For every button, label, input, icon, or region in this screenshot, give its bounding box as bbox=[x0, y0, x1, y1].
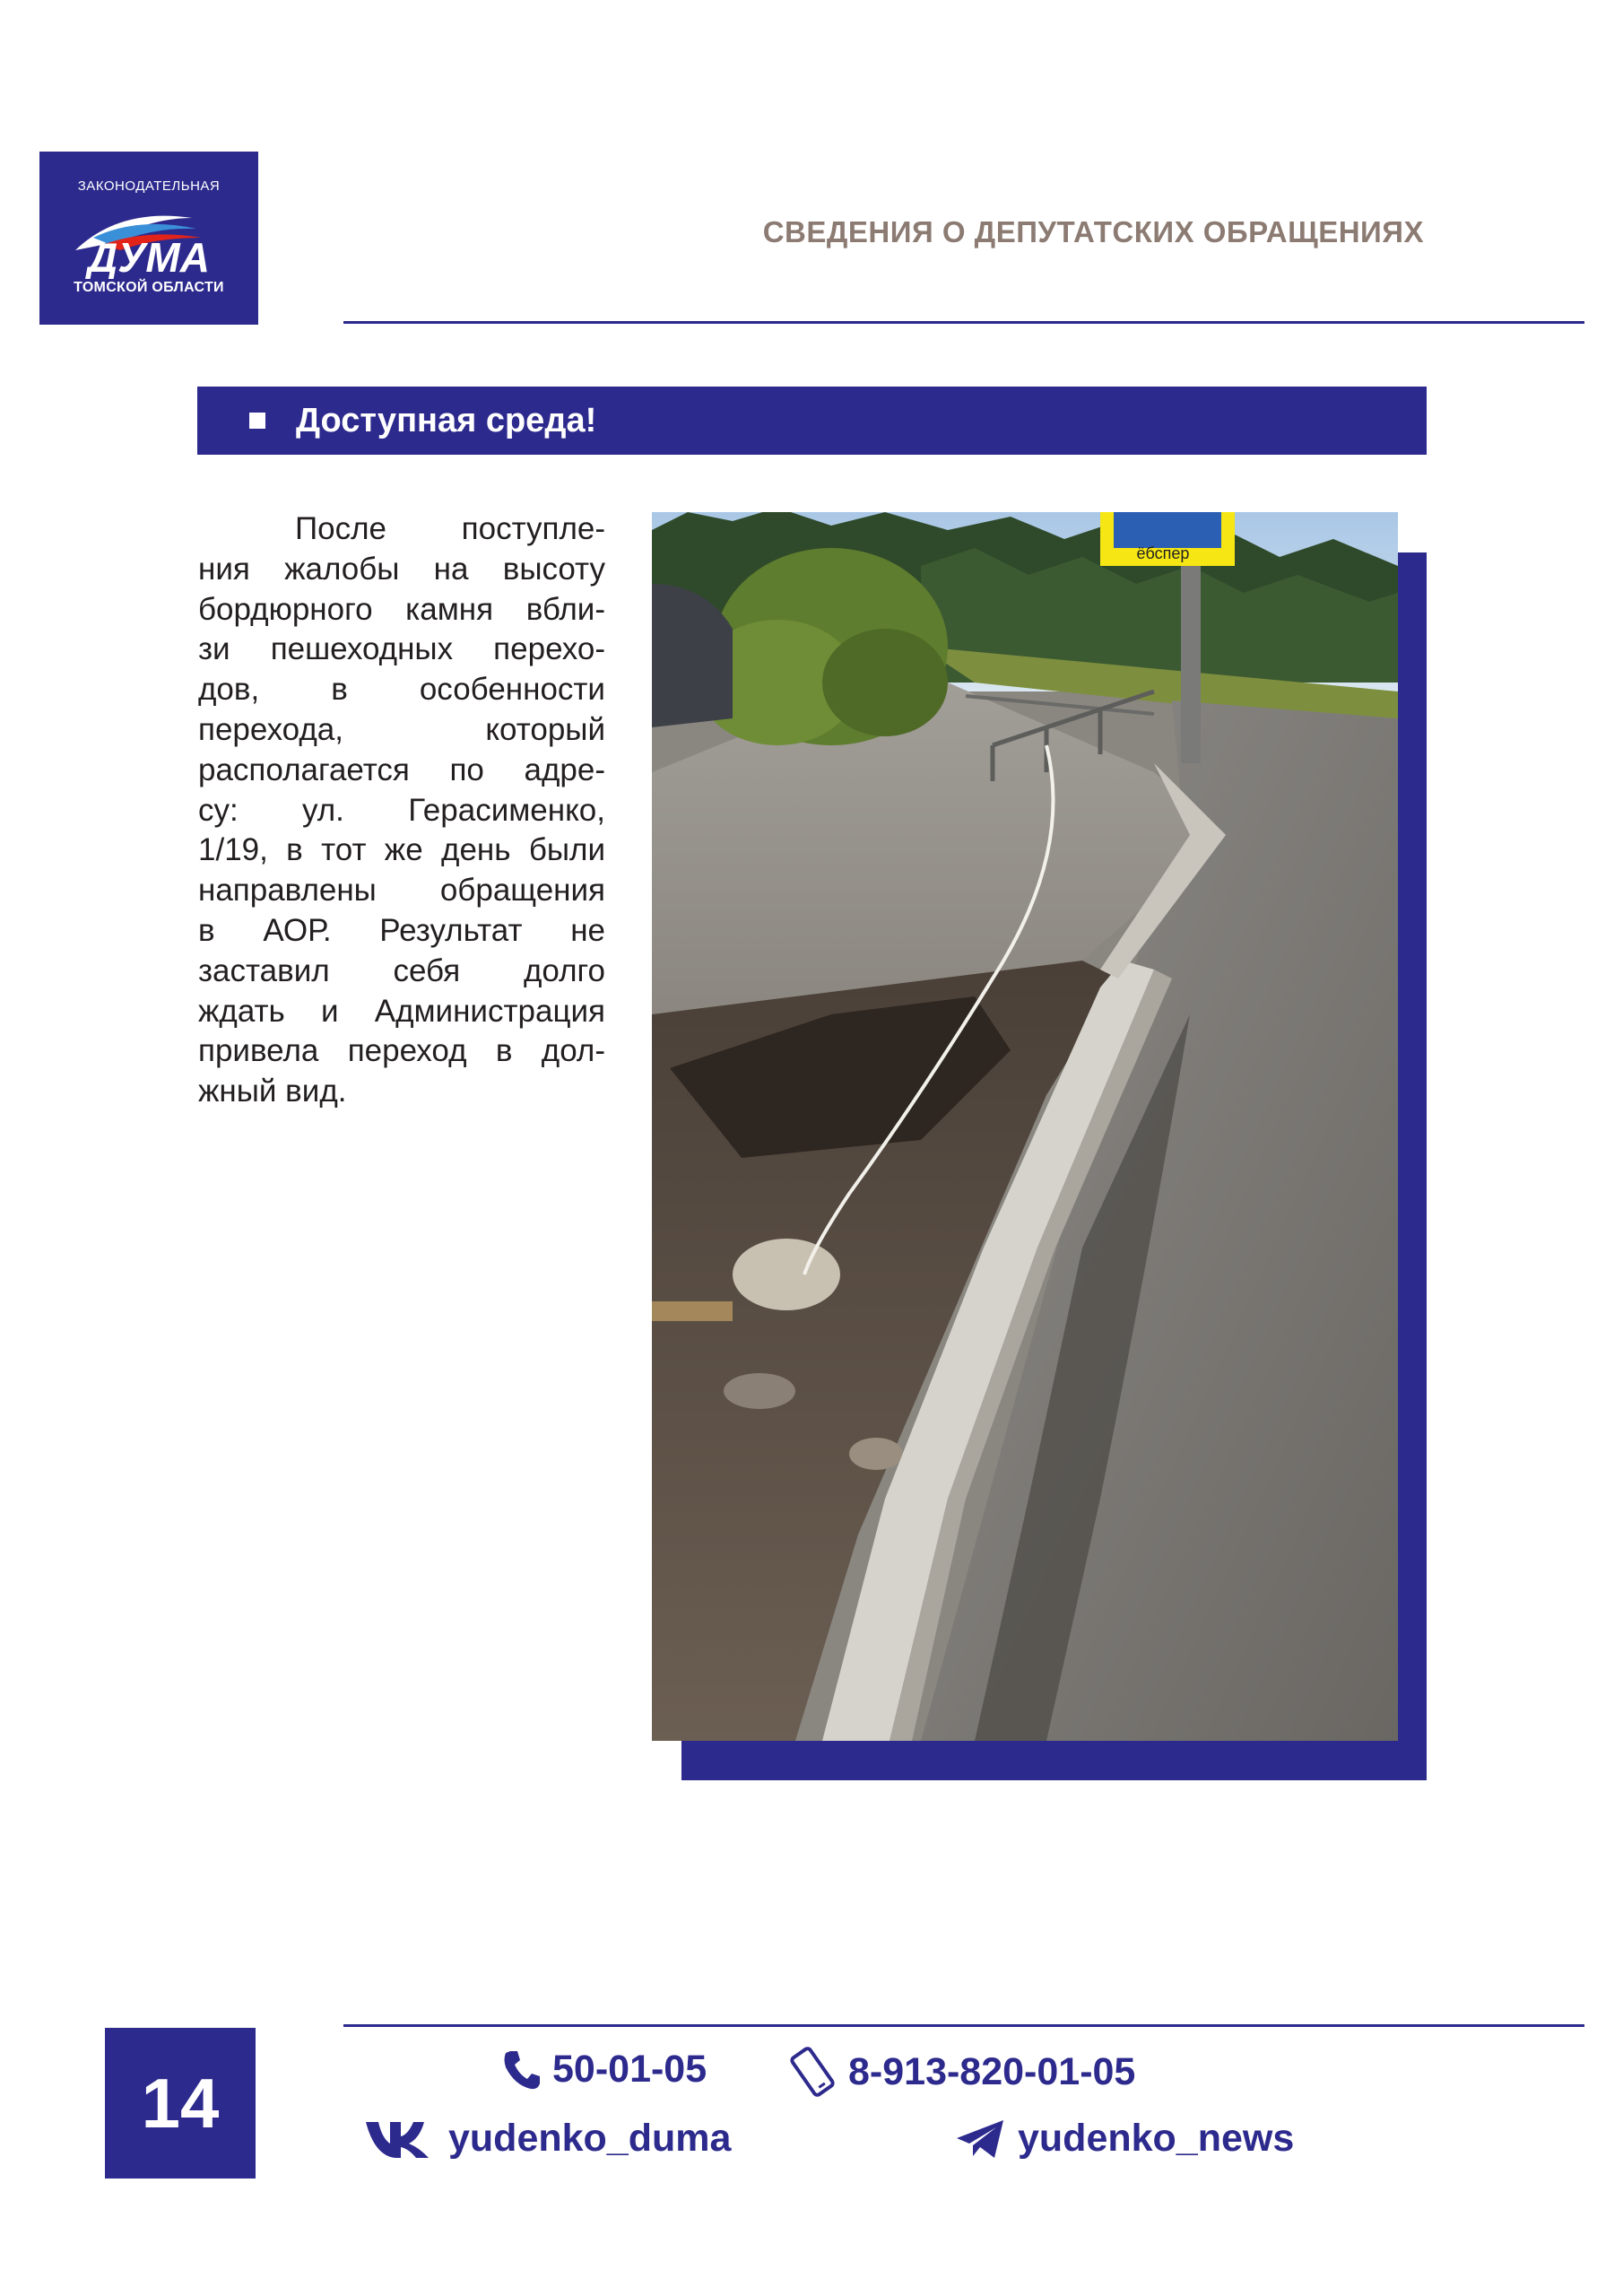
article-text bbox=[198, 509, 605, 1112]
phone-icon bbox=[502, 2049, 540, 2091]
footer-divider bbox=[343, 2024, 1584, 2027]
article-line: направлены обращения bbox=[198, 873, 605, 909]
contact-vk[interactable] bbox=[366, 2117, 731, 2161]
contact-telegram[interactable] bbox=[955, 2117, 1294, 2161]
logo-bottom-text: ТОМСКОЙ ОБЛАСТИ bbox=[74, 280, 224, 295]
article-line: зи пешеходных перехо- bbox=[198, 631, 605, 667]
contact-landline[interactable] bbox=[502, 2048, 707, 2092]
telegram-icon bbox=[955, 2118, 1005, 2160]
article-line: перехода, который bbox=[198, 711, 605, 747]
article-line: заставил себя долго bbox=[198, 952, 605, 988]
article-line: бордюрного камня вбли- bbox=[198, 591, 605, 627]
landline-number: 50-01-05 bbox=[552, 2048, 707, 2091]
header-divider bbox=[343, 321, 1584, 324]
article-line: дов, в особенности bbox=[198, 672, 605, 708]
article-line: су: ул. Герасименко, bbox=[198, 792, 605, 828]
section-heading-bar bbox=[197, 387, 1427, 455]
article-line: располагается по адре- bbox=[198, 752, 605, 787]
article-line: ждать и Администрация bbox=[198, 993, 605, 1029]
page-number: 14 bbox=[141, 2063, 220, 2143]
curb-repair-photo bbox=[652, 512, 1398, 1741]
square-bullet-icon bbox=[249, 413, 265, 429]
page-number-box bbox=[105, 2028, 256, 2179]
mobile-phone-icon bbox=[789, 2046, 836, 2098]
vk-icon bbox=[366, 2118, 436, 2160]
section-title: Доступная среда! bbox=[296, 401, 597, 439]
page-header-title: СВЕДЕНИЯ О ДЕПУТАТСКИХ ОБРАЩЕНИЯХ bbox=[762, 215, 1424, 248]
article-line: ния жалобы на высоту bbox=[198, 551, 605, 587]
logo-main-text: ДУМА bbox=[88, 234, 210, 279]
logo-top-text: ЗАКОНОДАТЕЛЬНАЯ bbox=[77, 178, 221, 194]
article-line: в АОР. Результат не bbox=[198, 912, 605, 948]
telegram-handle: yudenko_news bbox=[1018, 2117, 1295, 2160]
duma-logo bbox=[39, 152, 258, 325]
vk-handle: yudenko_duma bbox=[448, 2117, 732, 2160]
logo-wordmark bbox=[39, 198, 258, 279]
sign-graffiti-text: ёбспер bbox=[1136, 544, 1190, 562]
article-line: жный вид. bbox=[198, 1074, 347, 1109]
contact-mobile[interactable] bbox=[789, 2046, 1135, 2098]
article-line: После поступле- bbox=[295, 511, 605, 546]
article-line: 1/19, в тот же день были bbox=[198, 832, 605, 868]
article-line: привела переход в дол- bbox=[198, 1033, 605, 1069]
mobile-number: 8-913-820-01-05 bbox=[848, 2049, 1136, 2093]
